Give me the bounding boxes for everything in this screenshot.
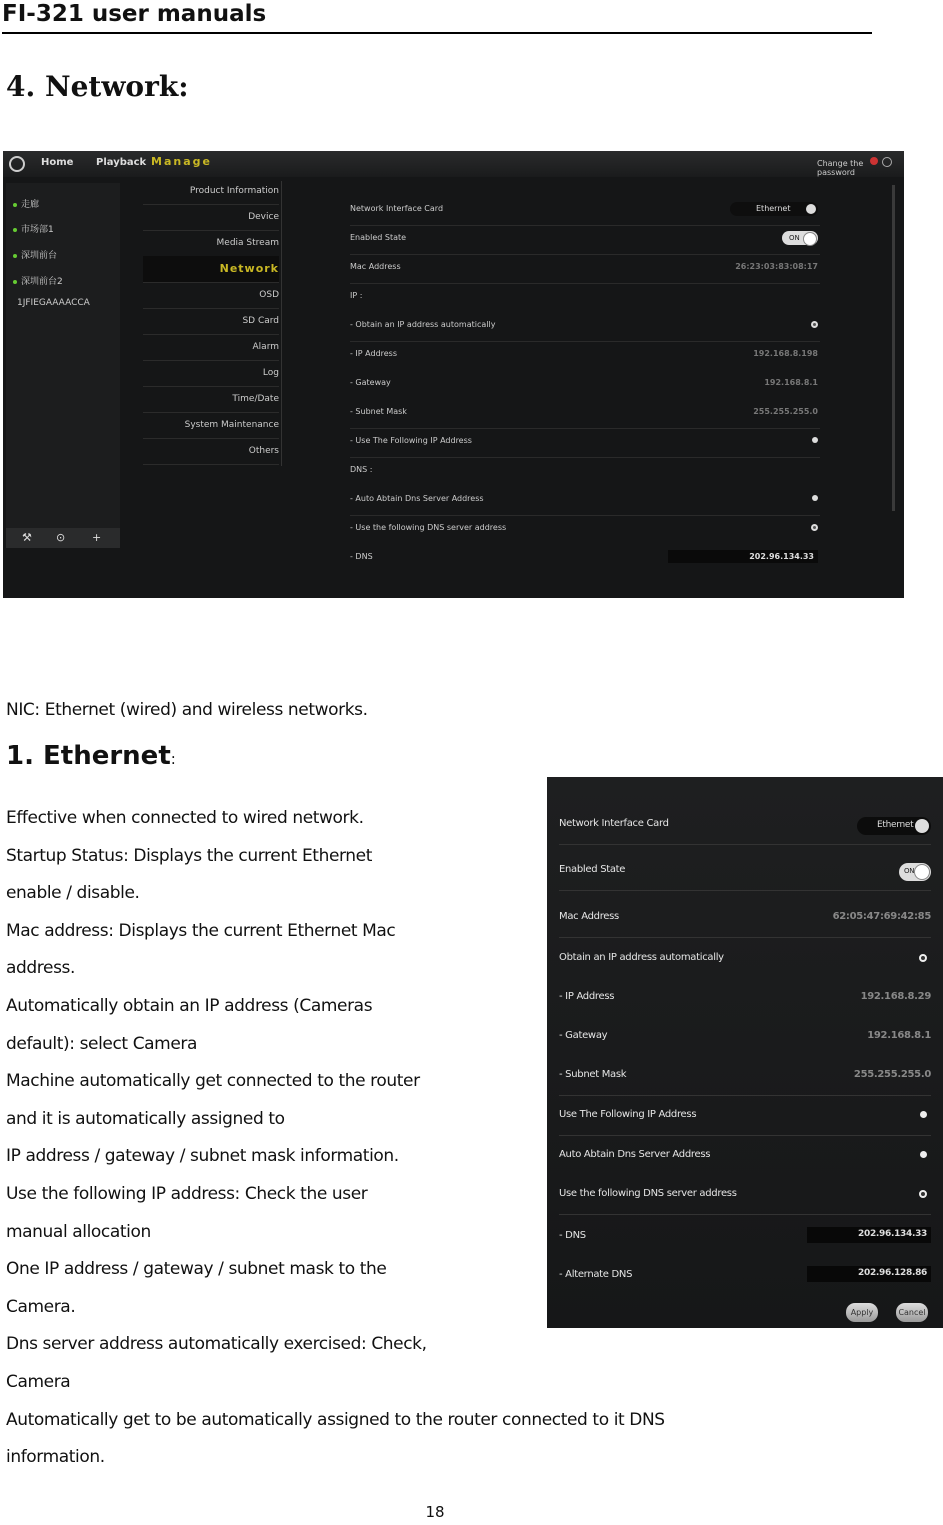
alternate-dns-row: - Alternate DNS 202.96.128.86 — [559, 1256, 931, 1295]
text-line: information. — [6, 1447, 105, 1468]
gear-icon[interactable] — [882, 157, 892, 167]
device-toolbar — [6, 528, 120, 548]
plus-icon[interactable]: + — [92, 531, 102, 544]
auto-dns-row: - Auto Abtain Dns Server Address — [350, 486, 820, 516]
text-line: enable / disable. — [6, 883, 140, 904]
device-item[interactable]: 深圳前台2 — [13, 274, 63, 287]
text-line: Camera. — [6, 1296, 76, 1317]
auto-dns-radio[interactable] — [812, 495, 818, 501]
dns-row: - DNS 202.96.134.33 — [350, 544, 820, 573]
menu-osd[interactable]: OSD — [143, 282, 279, 309]
text-line: Machine automatically get connected to the router — [6, 1071, 420, 1092]
app-logo-icon — [9, 156, 25, 172]
page-header — [2, 0, 872, 34]
header-title: FI-321 user manuals — [2, 1, 267, 27]
enabled-row: Enabled State ON — [350, 225, 820, 255]
device-item[interactable]: 1JFIEGAAAACCA — [17, 298, 90, 308]
text-line: One IP address / gateway / subnet mask to the — [6, 1259, 387, 1280]
ip-address-row: - IP Address 192.168.8.198 — [350, 349, 818, 358]
menu-device[interactable]: Device — [143, 204, 279, 231]
menu-product-information[interactable]: Product Information — [143, 178, 279, 205]
text-line: Automatically get to be automatically assigned to the router connected to it DNS — [6, 1409, 665, 1430]
nav-home[interactable]: Home — [41, 157, 74, 168]
auto-dns-row: Auto Abtain Dns Server Address — [559, 1136, 931, 1175]
device-list — [6, 183, 120, 548]
nav-manage[interactable]: Manage — [151, 155, 212, 168]
use-following-ip-radio[interactable] — [920, 1111, 927, 1118]
power-icon[interactable] — [870, 157, 878, 165]
device-item[interactable]: 走廊 — [13, 197, 39, 210]
dns-header-row: DNS : — [350, 465, 373, 474]
chevron-down-icon — [806, 204, 816, 214]
ip-address-row: - IP Address 192.168.8.29 — [559, 991, 931, 1002]
text-line: Startup Status: Displays the current Ethernet — [6, 845, 372, 866]
alternate-dns-input[interactable]: 202.96.128.86 — [807, 1266, 931, 1282]
search-icon[interactable]: ⊙ — [56, 531, 66, 544]
menu-log[interactable]: Log — [143, 360, 279, 387]
gateway-row: - Gateway 192.168.8.1 — [350, 378, 818, 387]
enabled-toggle[interactable]: ON — [899, 863, 931, 881]
text-line: address. — [6, 958, 75, 979]
use-following-dns-row: - Use the following DNS server address — [350, 515, 820, 544]
nic-select[interactable]: Ethernet — [730, 202, 818, 216]
nav-playback[interactable]: Playback — [96, 157, 147, 168]
scrollbar[interactable] — [892, 185, 895, 511]
enabled-toggle[interactable]: ON — [782, 231, 818, 245]
top-nav-bar — [3, 151, 904, 177]
obtain-auto-radio[interactable] — [811, 321, 818, 328]
chevron-down-icon — [915, 819, 929, 833]
page-number: 18 — [425, 1503, 445, 1521]
nic-row: Network Interface Card Ethernet — [350, 196, 820, 226]
use-following-dns-radio[interactable] — [919, 1190, 927, 1198]
enabled-row: Enabled State ON — [559, 851, 931, 891]
auto-dns-radio[interactable] — [920, 1151, 927, 1158]
menu-sd-card[interactable]: SD Card — [143, 308, 279, 335]
nic-select[interactable]: Ethernet — [857, 817, 931, 835]
use-following-dns-row: Use the following DNS server address — [559, 1175, 931, 1215]
nic-description: NIC: Ethernet (wired) and wireless networks. — [6, 700, 368, 720]
mac-row: Mac Address 62:05:47:69:42:85 — [559, 898, 931, 938]
text-line: Automatically obtain an IP address (Cameras — [6, 995, 373, 1016]
text-line: Effective when connected to wired network. — [6, 808, 364, 828]
online-dot-icon — [13, 254, 17, 258]
menu-network[interactable]: Network — [143, 256, 279, 283]
text-line: manual allocation — [6, 1221, 151, 1242]
section-title: 4. Network: — [6, 70, 189, 103]
text-line: IP address / gateway / subnet mask information. — [6, 1146, 399, 1167]
dns-input[interactable]: 202.96.134.33 — [668, 550, 818, 563]
obtain-auto-radio[interactable] — [919, 954, 927, 962]
use-following-ip-row: Use The Following IP Address — [559, 1096, 931, 1136]
ethernet-settings-screenshot — [547, 777, 943, 1328]
menu-others[interactable]: Others — [143, 438, 279, 465]
online-dot-icon — [13, 228, 17, 232]
device-item[interactable]: 深圳前台 — [13, 248, 57, 261]
menu-time-date[interactable]: Time/Date — [143, 386, 279, 413]
text-line: Mac address: Displays the current Ethernet Mac — [6, 920, 396, 941]
gateway-row: - Gateway 192.168.8.1 — [559, 1030, 931, 1041]
text-line: Camera — [6, 1371, 71, 1392]
ethernet-title: 1. Ethernet: — [6, 741, 176, 771]
subnet-mask-row: - Subnet Mask 255.255.255.0 — [559, 1056, 931, 1096]
menu-media-stream[interactable]: Media Stream — [143, 230, 279, 257]
change-password-link[interactable]: Change the password — [817, 159, 864, 177]
online-dot-icon — [13, 280, 17, 284]
obtain-auto-row: - Obtain an IP address automatically — [350, 312, 820, 342]
dns-row: - DNS 202.96.134.33 — [559, 1217, 931, 1256]
menu-system-maintenance[interactable]: System Maintenance — [143, 412, 279, 439]
use-following-ip-row: - Use The Following IP Address — [350, 428, 820, 458]
nic-row: Network Interface Card Ethernet — [559, 805, 931, 845]
menu-alarm[interactable]: Alarm — [143, 334, 279, 361]
menu-divider — [281, 181, 282, 466]
use-following-dns-radio[interactable] — [811, 524, 818, 531]
wrench-icon[interactable]: ⚒ — [22, 531, 32, 544]
device-item[interactable]: 市场部1 — [13, 222, 54, 235]
text-line: Dns server address automatically exercised: Check, — [6, 1334, 427, 1355]
mac-row: Mac Address 26:23:03:83:08:17 — [350, 254, 820, 284]
use-following-ip-radio[interactable] — [812, 437, 818, 443]
ip-header-row: IP : — [350, 291, 363, 300]
text-line: default): select Camera — [6, 1033, 198, 1054]
text-line: Use the following IP address: Check the user — [6, 1183, 368, 1204]
text-line: and it is automatically assigned to — [6, 1108, 285, 1129]
obtain-auto-row: Obtain an IP address automatically — [559, 939, 931, 978]
subnet-mask-row: - Subnet Mask 255.255.255.0 — [350, 399, 820, 429]
cancel-button[interactable]: Cancel — [896, 1303, 928, 1322]
online-dot-icon — [13, 203, 17, 207]
dns-input[interactable]: 202.96.134.33 — [807, 1227, 931, 1243]
network-settings-screenshot — [3, 151, 904, 598]
apply-button[interactable]: Apply — [846, 1303, 878, 1322]
